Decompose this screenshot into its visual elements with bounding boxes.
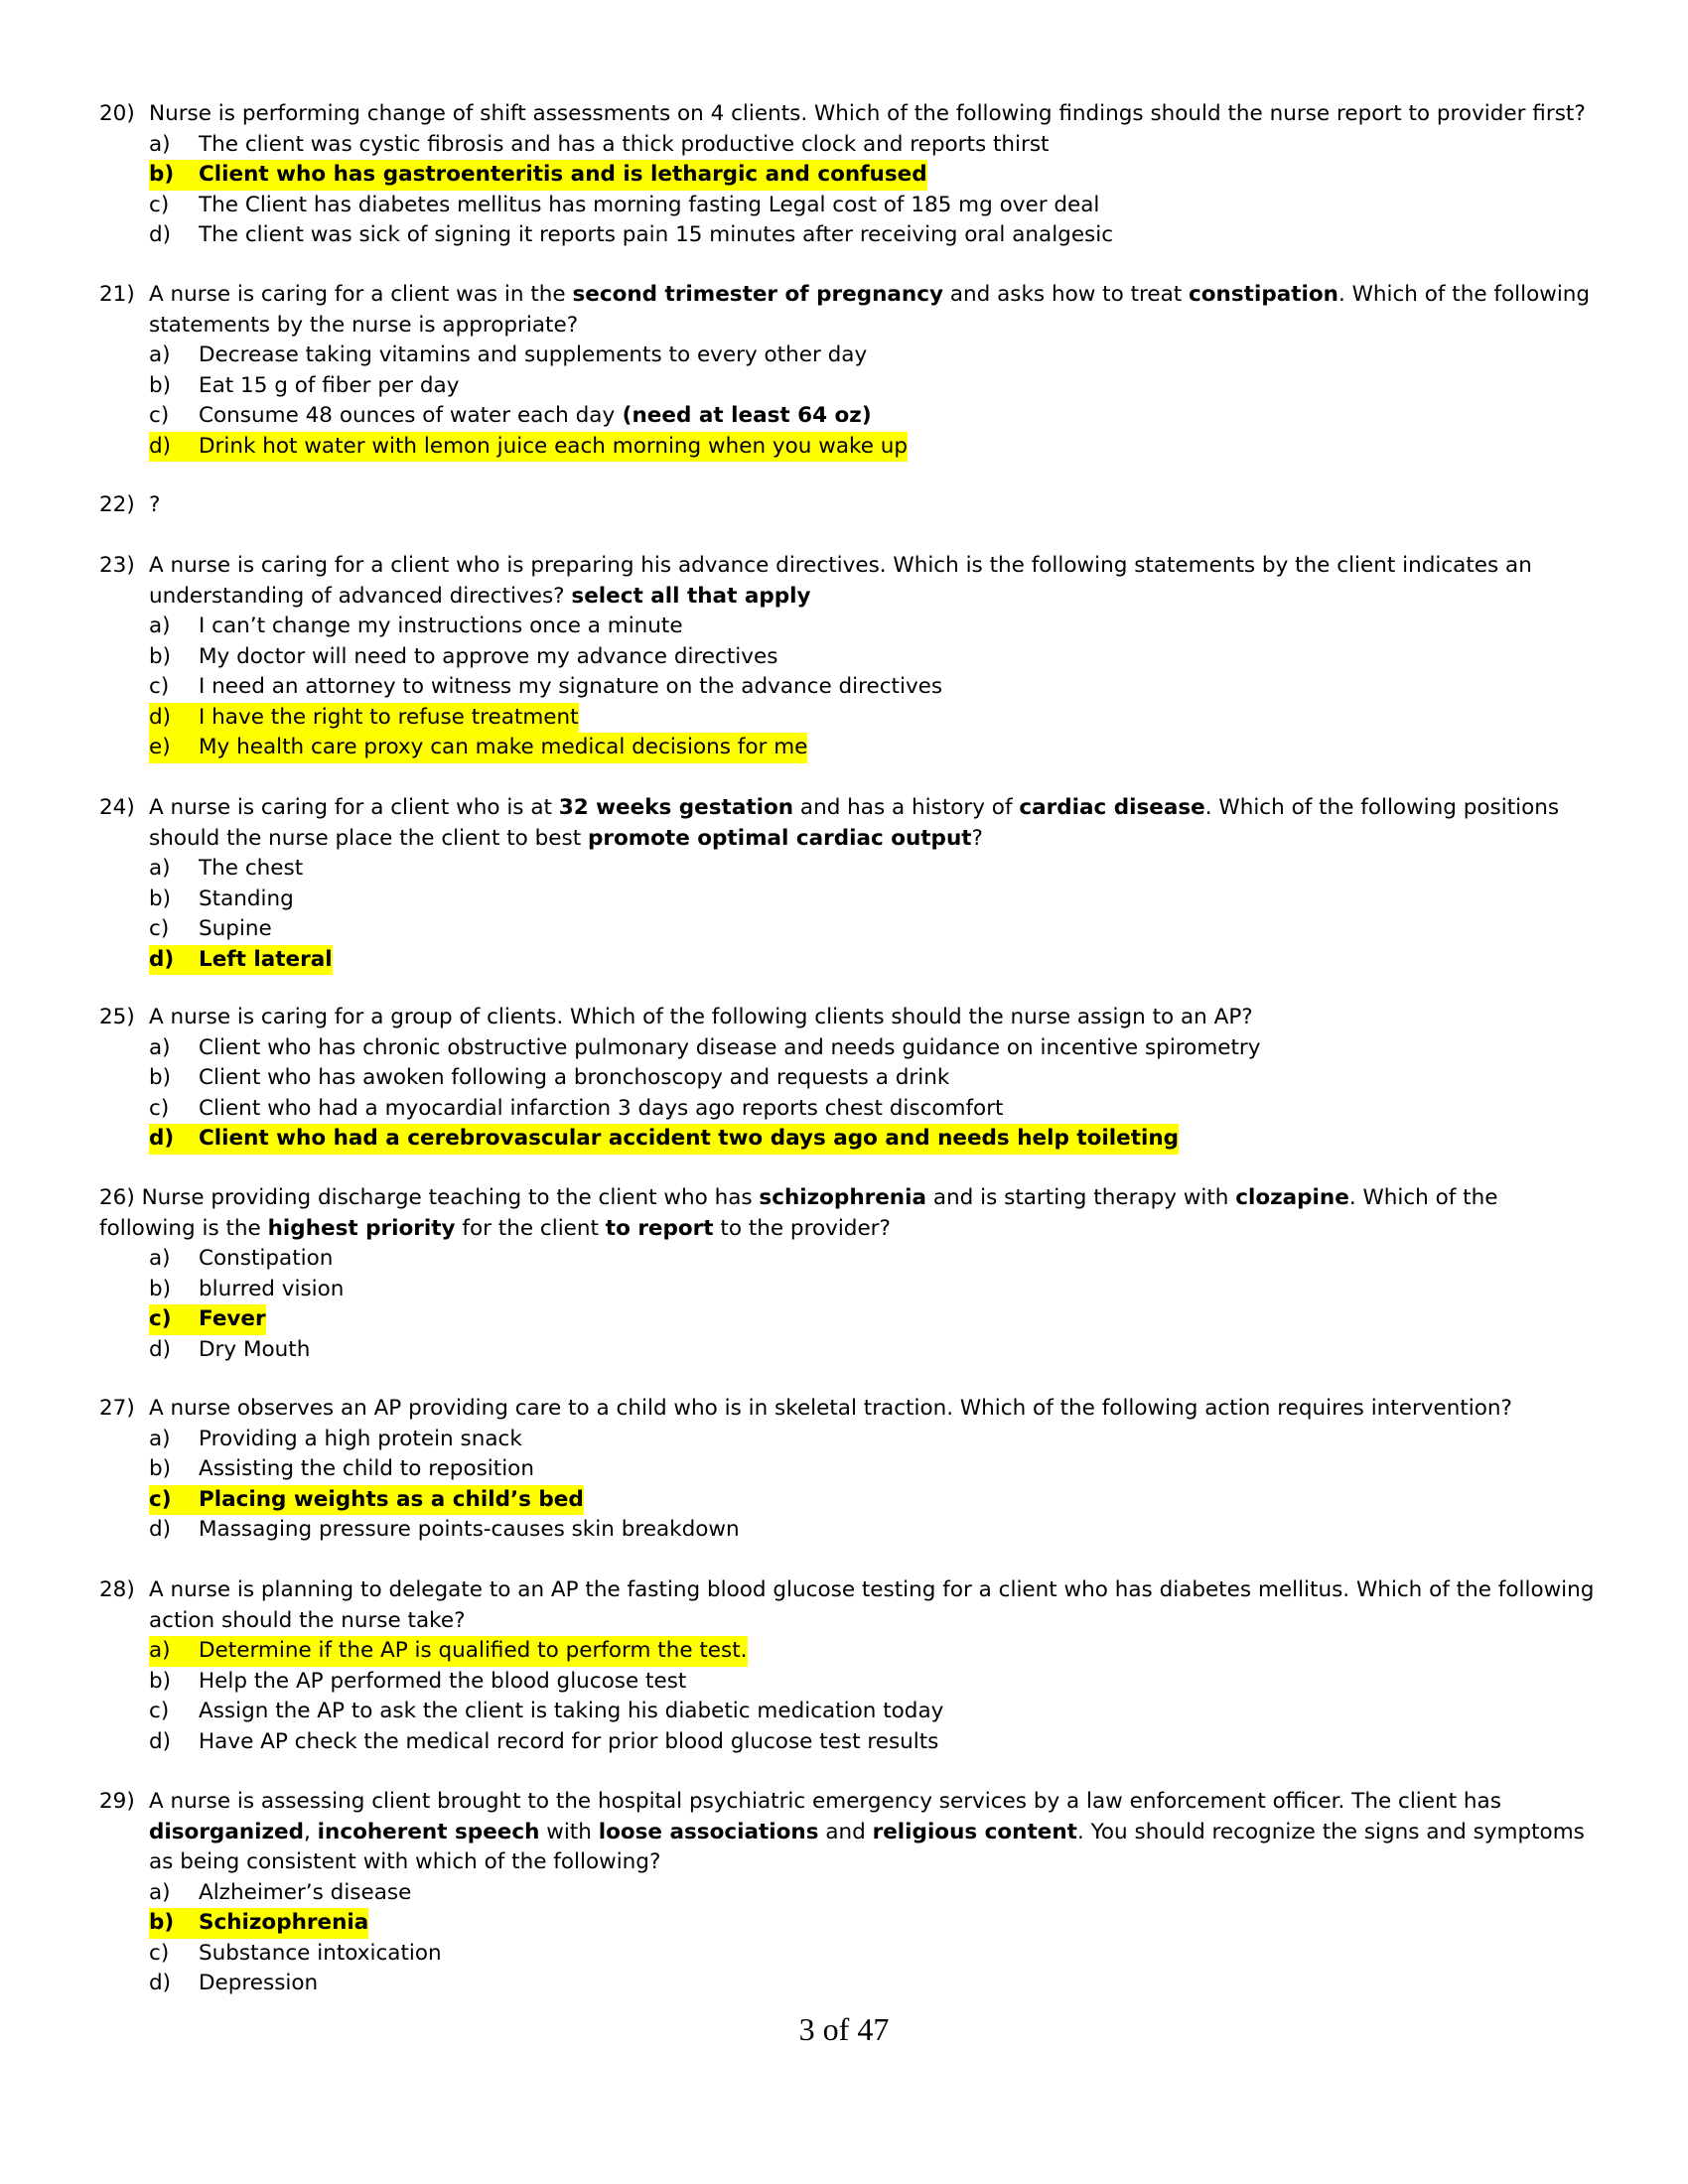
option-text: Decrease taking vitamins and supplements to every other day xyxy=(199,342,868,367)
answer-option xyxy=(149,432,1609,463)
answer-option xyxy=(149,1063,1609,1094)
answer-content xyxy=(149,914,272,945)
option-letter: d) xyxy=(149,1728,172,1754)
option-letter: d) xyxy=(149,1126,175,1151)
stem-text: and has a history of xyxy=(793,795,1020,820)
option-letter: b) xyxy=(149,1910,175,1935)
option-letter: c) xyxy=(149,1699,170,1723)
question-21 xyxy=(99,280,1609,462)
stem-text: A nurse is caring for a client who is preparing his advance directives. Which is the following statements by the client indicates an understanding of advanced directives? xyxy=(149,553,1532,609)
answer-content xyxy=(149,220,1113,251)
option-text: Schizophrenia xyxy=(199,1910,369,1935)
answer-content xyxy=(149,130,1049,161)
stem-text: ? xyxy=(149,492,161,517)
stem-emphasis: disorganized xyxy=(149,1819,304,1844)
question-26 xyxy=(99,1183,1609,1365)
option-text: I have the right to refuse treatment xyxy=(199,704,579,730)
question-stem-row xyxy=(99,280,1609,341)
stem-text: and is starting therapy with xyxy=(926,1185,1236,1210)
stem-text: , xyxy=(304,1819,318,1844)
question-stem-row xyxy=(99,551,1609,612)
option-text: Supine xyxy=(199,916,272,941)
question-stem-row xyxy=(99,490,1609,521)
stem-emphasis: second trimester of pregnancy xyxy=(572,282,943,307)
question-number: 21) xyxy=(99,282,135,307)
question-22 xyxy=(99,490,1609,521)
option-text: blurred vision xyxy=(199,1276,345,1301)
answer-option xyxy=(149,703,1609,734)
option-letter: c) xyxy=(149,1095,170,1121)
stem-text: . Which of the following positions should the nurse place the client to best xyxy=(149,795,1560,851)
stem-text: Nurse is performing change of shift assessments on 4 clients. Which of the following findings should the nurse report to provider first? xyxy=(149,101,1586,126)
answer-option xyxy=(149,1515,1609,1546)
question-stem xyxy=(149,1575,1599,1636)
answer-option xyxy=(149,1094,1609,1125)
stem-text: . Which of the following statements by the nurse is appropriate? xyxy=(149,282,1591,338)
question-stem-row xyxy=(99,1575,1609,1636)
question-stem xyxy=(149,793,1599,854)
option-letter: d) xyxy=(149,1971,172,1995)
answer-content xyxy=(149,341,867,371)
option-letter: a) xyxy=(149,131,171,157)
option-letter: a) xyxy=(149,614,171,638)
question-stem xyxy=(149,490,1599,521)
question-24 xyxy=(99,793,1609,975)
answer-option xyxy=(149,1244,1609,1275)
question-number: 22) xyxy=(99,492,135,517)
stem-text: and xyxy=(818,1819,873,1844)
question-stem-row xyxy=(99,1183,1609,1244)
stem-text: ? xyxy=(971,825,983,851)
stem-emphasis: select all that apply xyxy=(571,583,811,609)
highlighted-answer xyxy=(149,945,333,976)
question-stem xyxy=(149,99,1599,130)
stem-text: and asks how to treat xyxy=(942,282,1190,307)
question-number: 25) xyxy=(99,1005,135,1029)
option-letter: a) xyxy=(149,1426,171,1451)
answer-option xyxy=(149,1939,1609,1970)
answer-option xyxy=(149,1454,1609,1485)
highlighted-answer xyxy=(149,1636,748,1667)
option-letter: d) xyxy=(149,1517,172,1542)
option-text: Standing xyxy=(199,886,294,911)
answer-option xyxy=(149,885,1609,915)
answer-content xyxy=(149,401,615,432)
option-text: Client who had a myocardial infarction 3 days ago reports chest discomfort xyxy=(199,1095,1004,1121)
option-letter: a) xyxy=(149,1879,171,1905)
option-text: Determine if the AP is qualified to perform the test. xyxy=(199,1638,748,1663)
option-letter: c) xyxy=(149,1940,170,1966)
question-25 xyxy=(99,1003,1609,1155)
option-letter: b) xyxy=(149,1456,172,1481)
stem-text: A nurse is caring for a client was in the xyxy=(149,282,573,307)
stem-text: 26) Nurse providing discharge teaching to the client who has xyxy=(99,1185,760,1210)
option-text: Client who has awoken following a bronchoscopy and requests a drink xyxy=(199,1065,950,1090)
stem-text: A nurse is assessing client brought to the hospital psychiatric emergency services by a law enforcement officer. The client has xyxy=(149,1789,1501,1814)
option-text: The chest xyxy=(199,856,304,881)
option-text: Eat 15 g of fiber per day xyxy=(199,372,460,398)
option-text: Help the AP performed the blood glucose test xyxy=(199,1668,687,1694)
option-text: Alzheimer’s disease xyxy=(199,1879,412,1905)
option-letter: a) xyxy=(149,342,171,367)
option-letter: a) xyxy=(149,856,171,881)
answer-option xyxy=(149,1304,1609,1335)
option-text: Client who has chronic obstructive pulmonary disease and needs guidance on incentive spirometry xyxy=(199,1034,1261,1060)
answer-option xyxy=(149,1969,1609,1999)
answer-option xyxy=(149,130,1609,161)
answer-option xyxy=(149,1425,1609,1455)
highlighted-answer xyxy=(149,1304,266,1335)
question-stem-row xyxy=(99,1003,1609,1033)
answer-content xyxy=(149,854,303,885)
answer-option xyxy=(149,191,1609,221)
question-stem xyxy=(149,1394,1599,1425)
option-text: Dry Mouth xyxy=(199,1336,311,1362)
option-letter: b) xyxy=(149,1276,172,1301)
option-text: Placing weights as a child’s bed xyxy=(199,1486,584,1512)
option-letter: b) xyxy=(149,643,172,669)
answer-content xyxy=(149,1727,938,1758)
option-note: (need at least 64 oz) xyxy=(615,403,872,428)
question-stem xyxy=(149,1787,1599,1878)
stem-emphasis: constipation xyxy=(1189,282,1338,307)
question-number: 20) xyxy=(99,101,135,126)
option-letter: c) xyxy=(149,403,170,428)
highlighted-answer xyxy=(149,703,579,734)
answer-option xyxy=(149,1636,1609,1667)
answer-option xyxy=(149,1275,1609,1305)
option-text: Massaging pressure points-causes skin breakdown xyxy=(199,1517,740,1542)
highlighted-answer xyxy=(149,1124,1179,1155)
answer-content xyxy=(149,1275,344,1305)
answer-option xyxy=(149,371,1609,402)
option-text: Depression xyxy=(199,1971,319,1995)
answer-content xyxy=(149,1425,522,1455)
stem-emphasis: schizophrenia xyxy=(759,1185,926,1210)
highlighted-answer xyxy=(149,1485,584,1516)
answer-option xyxy=(149,854,1609,885)
option-text: Providing a high protein snack xyxy=(199,1426,522,1451)
option-text: Substance intoxication xyxy=(199,1940,442,1966)
answer-option xyxy=(149,945,1609,976)
answer-option xyxy=(149,1727,1609,1758)
stem-emphasis: cardiac disease xyxy=(1019,795,1205,820)
answer-content xyxy=(149,1878,411,1909)
question-28 xyxy=(99,1575,1609,1757)
option-letter: c) xyxy=(149,916,170,941)
option-letter: d) xyxy=(149,433,172,459)
option-letter: a) xyxy=(149,1638,171,1663)
option-letter: d) xyxy=(149,222,172,247)
stem-emphasis: promote optimal cardiac output xyxy=(587,825,972,851)
answer-option xyxy=(149,672,1609,703)
stem-text: for the client xyxy=(455,1215,606,1241)
question-number: 27) xyxy=(99,1396,135,1421)
question-stem xyxy=(149,280,1599,341)
option-text: My doctor will need to approve my advance directives xyxy=(199,643,778,669)
option-letter: d) xyxy=(149,1336,172,1362)
answer-content xyxy=(149,642,777,673)
question-29 xyxy=(99,1787,1609,1999)
question-20 xyxy=(99,99,1609,251)
answer-option xyxy=(149,612,1609,642)
option-letter: b) xyxy=(149,1065,172,1090)
answer-content xyxy=(149,885,294,915)
answer-content xyxy=(149,1244,333,1275)
question-stem xyxy=(149,551,1599,612)
stem-text: . You should recognize the signs and symptoms as being consistent with which of the following? xyxy=(149,1819,1585,1874)
answer-content xyxy=(149,1454,534,1485)
question-stem xyxy=(149,1003,1599,1033)
answer-option xyxy=(149,1878,1609,1909)
answer-content xyxy=(149,1697,943,1727)
answer-content xyxy=(149,1667,686,1698)
stem-text: . Which of the following is the xyxy=(99,1185,1498,1241)
option-letter: b) xyxy=(149,162,175,187)
option-text: The client was cystic fibrosis and has a thick productive clock and reports thirst xyxy=(199,131,1050,157)
question-stem-row xyxy=(99,1394,1609,1425)
option-text: Drink hot water with lemon juice each morning when you wake up xyxy=(199,433,909,459)
option-text: Fever xyxy=(199,1306,266,1331)
option-text: Assisting the child to reposition xyxy=(199,1456,534,1481)
answer-content xyxy=(149,1335,310,1366)
question-stem-row xyxy=(99,793,1609,854)
option-letter: c) xyxy=(149,192,170,217)
answer-content xyxy=(149,1515,740,1546)
answer-option xyxy=(149,642,1609,673)
stem-text: with xyxy=(539,1819,599,1844)
option-letter: d) xyxy=(149,704,172,730)
question-number: 28) xyxy=(99,1577,135,1602)
question-number: 23) xyxy=(99,553,135,578)
answer-option xyxy=(149,1124,1609,1155)
answer-content xyxy=(149,371,459,402)
highlighted-answer xyxy=(149,160,927,191)
option-letter: c) xyxy=(149,1306,172,1331)
answer-option xyxy=(149,1908,1609,1939)
answer-option xyxy=(149,401,1609,432)
option-letter: c) xyxy=(149,1486,172,1512)
stem-text: A nurse observes an AP providing care to a child who is in skeletal traction. Which of the following action requires intervention? xyxy=(149,1396,1512,1421)
answer-option xyxy=(149,1335,1609,1366)
stem-emphasis: incoherent speech xyxy=(317,1819,540,1844)
answer-content xyxy=(149,1939,442,1970)
option-letter: d) xyxy=(149,946,175,972)
option-text: The Client has diabetes mellitus has morning fasting Legal cost of 185 mg over deal xyxy=(199,192,1100,217)
answer-option xyxy=(149,1485,1609,1516)
stem-text: A nurse is planning to delegate to an AP the fasting blood glucose testing for a client who has diabetes mellitus. Which of the following action should the nurse take? xyxy=(149,1577,1595,1633)
option-letter: a) xyxy=(149,1034,171,1060)
option-text: Client who had a cerebrovascular accident two days ago and needs help toileting xyxy=(199,1126,1180,1151)
stem-emphasis: highest priority xyxy=(267,1215,456,1241)
page-number: 3 of 47 xyxy=(798,2011,890,2047)
option-text: Assign the AP to ask the client is taking his diabetic medication today xyxy=(199,1699,944,1723)
answer-option xyxy=(149,341,1609,371)
stem-emphasis: clozapine xyxy=(1235,1185,1349,1210)
answer-content xyxy=(149,612,683,642)
question-number: 29) xyxy=(99,1789,135,1814)
option-text: I can’t change my instructions once a minute xyxy=(199,614,683,638)
question-23 xyxy=(99,551,1609,763)
answer-content xyxy=(149,1969,318,1999)
option-letter: c) xyxy=(149,674,170,699)
answer-option xyxy=(149,1697,1609,1727)
answer-option xyxy=(149,733,1609,763)
question-stem xyxy=(99,1183,1599,1244)
option-letter: b) xyxy=(149,372,172,398)
answer-content xyxy=(149,672,942,703)
answer-option xyxy=(149,220,1609,251)
stem-text: A nurse is caring for a client who is at xyxy=(149,795,559,820)
answer-content xyxy=(149,1094,1003,1125)
option-text: Have AP check the medical record for prior blood glucose test results xyxy=(199,1728,939,1754)
option-text: My health care proxy can make medical decisions for me xyxy=(199,735,808,759)
option-letter: a) xyxy=(149,1246,171,1271)
answer-option xyxy=(149,914,1609,945)
highlighted-answer xyxy=(149,432,908,463)
stem-emphasis: religious content xyxy=(872,1819,1077,1844)
stem-emphasis: 32 weeks gestation xyxy=(558,795,794,820)
option-text: I need an attorney to witness my signature on the advance directives xyxy=(199,674,943,699)
option-letter: e) xyxy=(149,735,171,759)
question-27 xyxy=(99,1394,1609,1546)
option-text: The client was sick of signing it reports pain 15 minutes after receiving oral analgesic xyxy=(199,222,1114,247)
answer-content xyxy=(149,1033,1261,1064)
option-text: Left lateral xyxy=(199,946,333,972)
highlighted-answer xyxy=(149,1908,368,1939)
answer-content xyxy=(149,1063,949,1094)
highlighted-answer xyxy=(149,733,807,763)
option-text: Client who has gastroenteritis and is lethargic and confused xyxy=(199,162,927,187)
stem-text: to the provider? xyxy=(713,1215,891,1241)
option-text: Constipation xyxy=(199,1246,334,1271)
answer-content xyxy=(149,191,1099,221)
answer-option xyxy=(149,1033,1609,1064)
option-letter: b) xyxy=(149,886,172,911)
question-stem-row xyxy=(99,1787,1609,1878)
stem-emphasis: to report xyxy=(605,1215,714,1241)
question-stem-row xyxy=(99,99,1609,130)
option-text: Consume 48 ounces of water each day xyxy=(199,403,616,428)
answer-option xyxy=(149,1667,1609,1698)
stem-text: A nurse is caring for a group of clients. Which of the following clients should the nurse assign to an AP? xyxy=(149,1005,1253,1029)
question-number: 24) xyxy=(99,795,135,820)
answer-option xyxy=(149,160,1609,191)
option-letter: b) xyxy=(149,1668,172,1694)
stem-emphasis: loose associations xyxy=(598,1819,819,1844)
